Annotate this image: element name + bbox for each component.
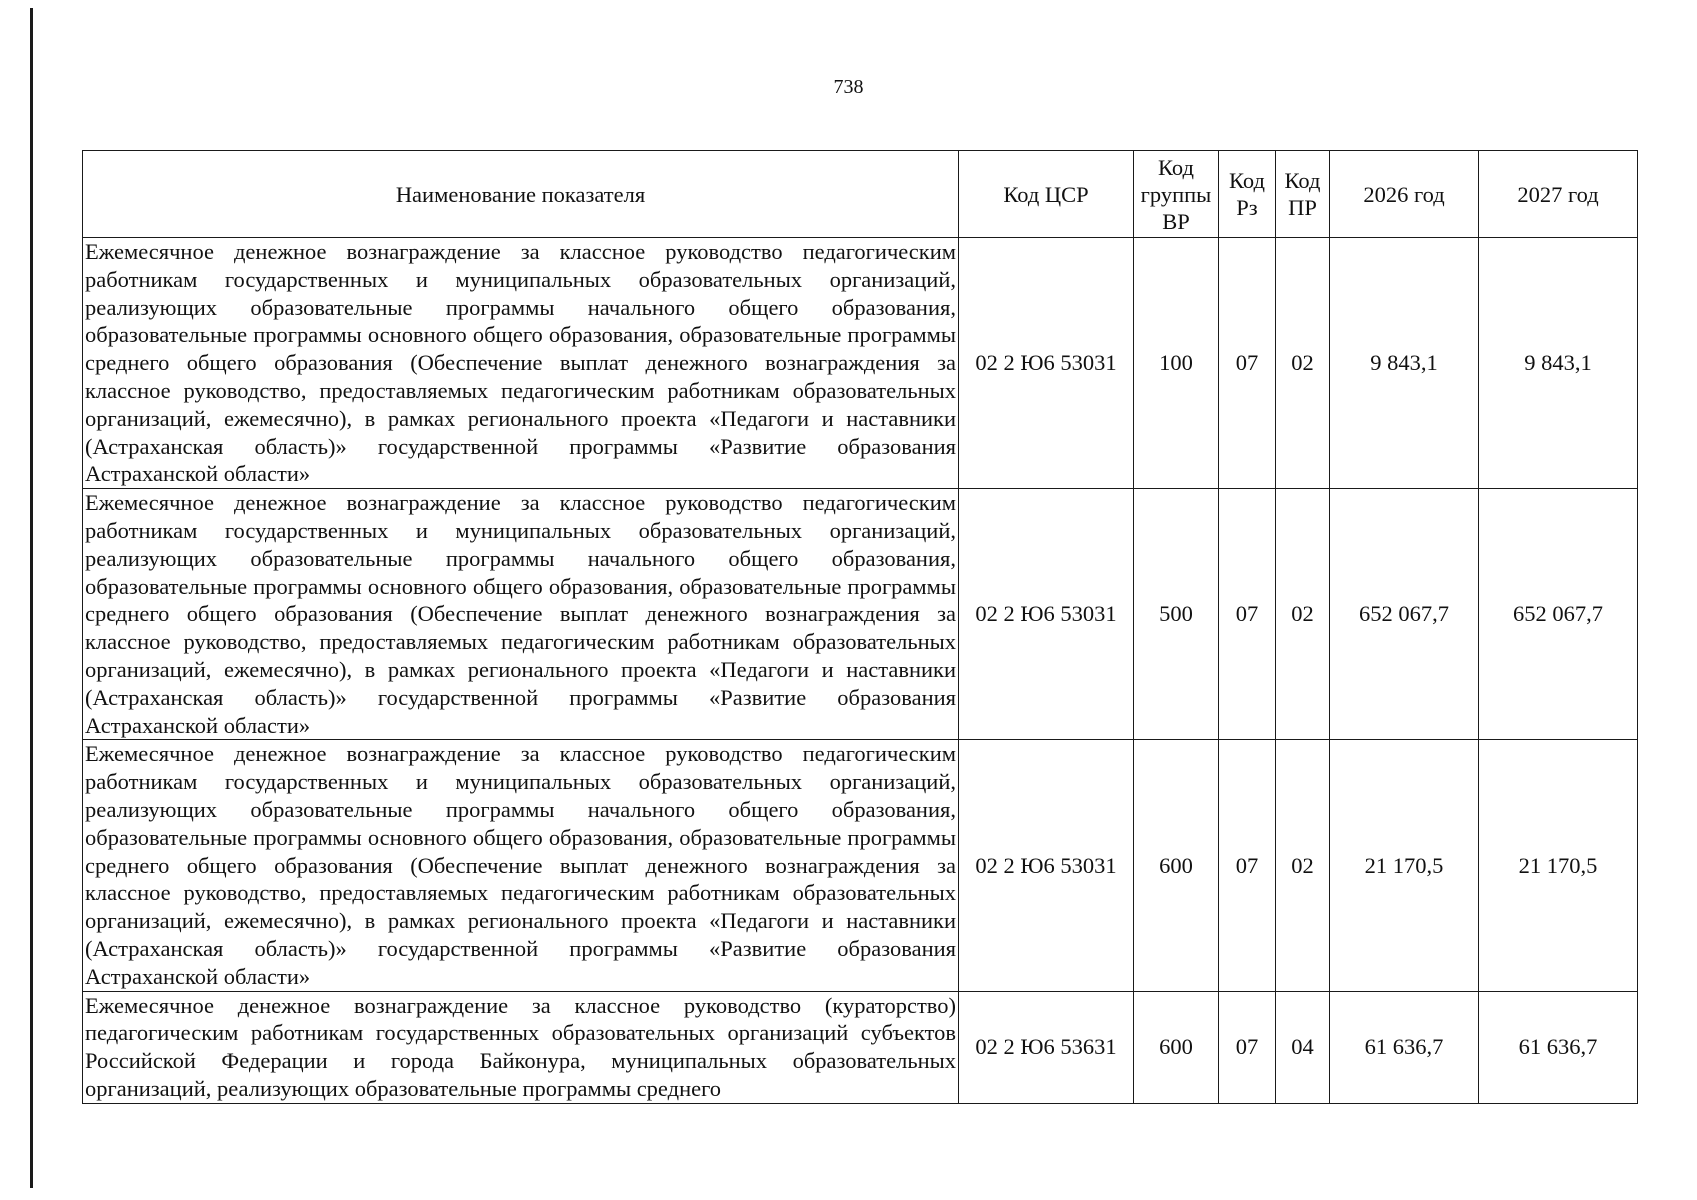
row-2027: 21 170,5 (1479, 740, 1638, 991)
header-name: Наименование показателя (83, 151, 959, 238)
binding-edge-line (30, 8, 33, 1188)
row-rz: 07 (1219, 740, 1276, 991)
row-name: Ежемесячное денежное вознаграждение за классное руководство (кураторство) педагогическим работникам государственных образовательных организаций субъектов Российской Федерации и города Байконура, муниципальных образовательных организаций, реализующих образовательные программы среднего (83, 991, 959, 1103)
row-pr: 02 (1276, 489, 1330, 740)
row-name: Ежемесячное денежное вознаграждение за классное руководство педагогическим работникам государственных и муниципальных образовательных организаций, реализующих образовательные программы начального общего образования, образовательные программы основного общего образования, образовательные программы среднего общего образования (Обеспечение выплат денежного вознаграждения за классное руководство, предоставляемых педагогическим работникам образовательных организаций, ежемесячно), в рамках регионального проекта «Педагоги и наставники (Астраханская область)» государственной программы «Развитие образования Астраханской области» (83, 238, 959, 489)
row-rz: 07 (1219, 489, 1276, 740)
table-header-row (83, 151, 1638, 238)
row-csr: 02 2 Ю6 53031 (959, 489, 1134, 740)
header-rz: Код Рз (1219, 151, 1276, 238)
row-csr: 02 2 Ю6 53631 (959, 991, 1134, 1103)
page-number: 738 (833, 76, 864, 98)
table-row (83, 991, 1638, 1103)
table-row (83, 489, 1638, 740)
row-csr: 02 2 Ю6 53031 (959, 740, 1134, 991)
header-vr: Код группы ВР (1134, 151, 1219, 238)
header-csr: Код ЦСР (959, 151, 1134, 238)
row-vr: 600 (1134, 740, 1219, 991)
row-rz: 07 (1219, 238, 1276, 489)
row-vr: 100 (1134, 238, 1219, 489)
row-2027: 652 067,7 (1479, 489, 1638, 740)
row-vr: 600 (1134, 991, 1219, 1103)
row-2027: 9 843,1 (1479, 238, 1638, 489)
row-rz: 07 (1219, 991, 1276, 1103)
header-2026: 2026 год (1330, 151, 1479, 238)
table-row (83, 238, 1638, 489)
row-pr: 04 (1276, 991, 1330, 1103)
budget-table (82, 150, 1638, 1104)
row-2027: 61 636,7 (1479, 991, 1638, 1103)
row-csr: 02 2 Ю6 53031 (959, 238, 1134, 489)
row-2026: 652 067,7 (1330, 489, 1479, 740)
row-name: Ежемесячное денежное вознаграждение за классное руководство педагогическим работникам государственных и муниципальных образовательных организаций, реализующих образовательные программы начального общего образования, образовательные программы основного общего образования, образовательные программы среднего общего образования (Обеспечение выплат денежного вознаграждения за классное руководство, предоставляемых педагогическим работникам образовательных организаций, ежемесячно), в рамках регионального проекта «Педагоги и наставники (Астраханская область)» государственной программы «Развитие образования Астраханской области» (83, 740, 959, 991)
row-name: Ежемесячное денежное вознаграждение за классное руководство педагогическим работникам государственных и муниципальных образовательных организаций, реализующих образовательные программы начального общего образования, образовательные программы основного общего образования, образовательные программы среднего общего образования (Обеспечение выплат денежного вознаграждения за классное руководство, предоставляемых педагогическим работникам образовательных организаций, ежемесячно), в рамках регионального проекта «Педагоги и наставники (Астраханская область)» государственной программы «Развитие образования Астраханской области» (83, 489, 959, 740)
row-pr: 02 (1276, 740, 1330, 991)
row-2026: 61 636,7 (1330, 991, 1479, 1103)
header-pr: Код ПР (1276, 151, 1330, 238)
row-vr: 500 (1134, 489, 1219, 740)
table-row (83, 740, 1638, 991)
row-pr: 02 (1276, 238, 1330, 489)
row-2026: 21 170,5 (1330, 740, 1479, 991)
row-2026: 9 843,1 (1330, 238, 1479, 489)
header-2027: 2027 год (1479, 151, 1638, 238)
